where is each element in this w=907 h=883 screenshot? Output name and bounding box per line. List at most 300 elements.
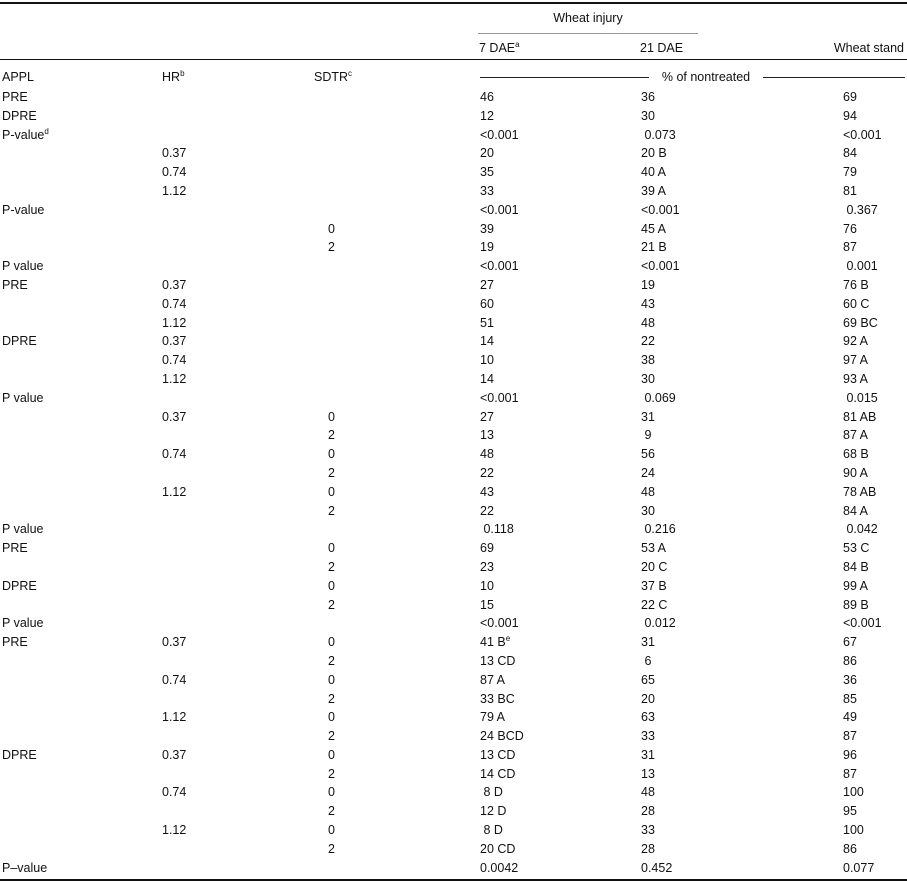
cell-21-dae	[641, 577, 667, 596]
cell-sdtr-text: 2	[328, 653, 335, 668]
cell-7-dae-text: 79 A	[480, 710, 506, 725]
cell-7-dae-text: 19	[480, 240, 494, 255]
table-row	[0, 558, 907, 577]
cell-sdtr-text: 0	[328, 785, 335, 800]
cell-hr	[162, 821, 186, 840]
cell-wheat-stand	[843, 633, 857, 652]
cell-7-dae-text: 27	[480, 277, 494, 292]
cell-hr-text: 1.12	[162, 315, 187, 330]
cell-wheat-stand	[843, 144, 857, 163]
cell-wheat-stand	[843, 201, 878, 220]
cell-hr	[162, 708, 186, 727]
cell-7-dae-text: 41 B	[480, 635, 506, 650]
cell-appl	[2, 107, 37, 126]
cell-hr	[162, 295, 186, 314]
cell-wheat-stand-text: 49	[843, 710, 857, 725]
cell-7-dae	[480, 502, 494, 521]
cell-sdtr	[328, 464, 335, 483]
cell-wheat-stand-text: 69	[843, 90, 857, 104]
units-row	[480, 69, 905, 85]
cell-hr	[162, 445, 186, 464]
cell-hr-text: 0.74	[162, 296, 187, 311]
cell-hr-text: 0.37	[162, 747, 187, 762]
cell-7-dae	[480, 389, 519, 408]
cell-wheat-stand	[843, 727, 857, 746]
table-row	[0, 351, 907, 370]
cell-sdtr-text: 0	[328, 541, 335, 556]
cell-21-dae-text: 31	[641, 747, 655, 762]
cell-wheat-stand	[843, 708, 857, 727]
table-row	[0, 370, 907, 389]
cell-7-dae-text: <0.001	[480, 202, 519, 217]
cell-appl	[2, 520, 43, 539]
cell-wheat-stand-text: 81	[843, 183, 857, 198]
cell-21-dae	[641, 426, 651, 445]
cell-wheat-stand-text: 96	[843, 747, 857, 762]
cell-7-dae-text: 14 CD	[480, 766, 516, 781]
cell-wheat-stand-text: 78 AB	[843, 484, 877, 499]
footnote-marker: e	[505, 633, 511, 643]
cell-wheat-stand-text: 99 A	[843, 578, 869, 593]
cell-wheat-stand	[843, 483, 876, 502]
cell-sdtr-text: 0	[328, 710, 335, 725]
cell-7-dae	[480, 596, 494, 615]
cell-hr-text: 0.37	[162, 146, 187, 161]
cell-hr	[162, 746, 186, 765]
cell-7-dae	[480, 201, 519, 220]
cell-7-dae-text: <0.001	[480, 259, 519, 274]
table-row	[0, 802, 907, 821]
cell-sdtr	[328, 539, 335, 558]
cell-wheat-stand	[843, 426, 868, 445]
header-7-dae-label: 7 DAE	[479, 41, 516, 55]
cell-wheat-stand	[843, 389, 878, 408]
cell-7-dae-text: 20 CD	[480, 841, 516, 856]
cell-sdtr	[328, 652, 335, 671]
table-row	[0, 690, 907, 709]
cell-appl	[2, 332, 37, 351]
cell-wheat-stand	[843, 464, 868, 483]
cell-wheat-stand	[843, 577, 868, 596]
cell-7-dae-text: 33 BC	[480, 691, 515, 706]
cell-21-dae-text: 30	[641, 503, 655, 518]
cell-hr-text: 1.12	[162, 183, 187, 198]
cell-21-dae-text: 0.452	[641, 860, 673, 875]
cell-7-dae-text: <0.001	[480, 390, 519, 405]
cell-sdtr	[328, 502, 335, 521]
cell-7-dae	[480, 464, 494, 483]
cell-sdtr-text: 2	[328, 691, 335, 706]
header-rule	[0, 59, 907, 60]
cell-21-dae	[641, 690, 655, 709]
header-wheat-injury: Wheat injury	[553, 11, 623, 25]
cell-sdtr-text: 0	[328, 635, 335, 650]
cell-7-dae	[480, 520, 514, 539]
cell-7-dae-text: 14	[480, 371, 494, 386]
cell-appl	[2, 201, 44, 220]
cell-7-dae	[480, 690, 515, 709]
cell-wheat-stand-text: 84 A	[843, 503, 869, 518]
cell-21-dae-text: 48	[641, 484, 655, 499]
cell-wheat-stand	[843, 182, 857, 201]
cell-7-dae	[480, 408, 494, 427]
cell-21-dae-text: 48	[641, 785, 655, 800]
header-7-dae	[479, 40, 520, 56]
cell-21-dae-text: <0.001	[641, 202, 680, 217]
cell-appl	[2, 257, 43, 276]
cell-sdtr-text: 2	[328, 766, 335, 781]
cell-appl	[2, 859, 47, 878]
cell-wheat-stand-text: 100	[843, 823, 864, 838]
cell-21-dae	[641, 351, 655, 370]
cell-7-dae	[480, 88, 494, 107]
cell-21-dae	[641, 520, 676, 539]
cell-21-dae-text: 53 A	[641, 541, 667, 556]
cell-21-dae	[641, 765, 655, 784]
cell-appl-text: P value	[2, 522, 44, 537]
cell-wheat-stand-text: 69 BC	[843, 315, 878, 330]
cell-7-dae-text: 14	[480, 334, 494, 349]
cell-appl-text: PRE	[2, 277, 28, 292]
cell-7-dae-text: 22	[480, 465, 494, 480]
units-label: % of nontreated	[661, 70, 751, 84]
cell-21-dae	[641, 821, 655, 840]
cell-7-dae	[480, 238, 494, 257]
cell-7-dae-text: 13 CD	[480, 653, 516, 668]
cell-sdtr	[328, 558, 335, 577]
cell-wheat-stand	[843, 445, 869, 464]
table-row	[0, 163, 907, 182]
cell-sdtr-text: 0	[328, 447, 335, 462]
table-row	[0, 445, 907, 464]
cell-21-dae-text: 39 A	[641, 183, 667, 198]
table-row	[0, 859, 907, 878]
cell-7-dae	[480, 257, 519, 276]
cell-wheat-stand-text: 95	[843, 804, 857, 819]
cell-21-dae	[641, 332, 655, 351]
cell-wheat-stand	[843, 238, 857, 257]
cell-7-dae	[480, 633, 510, 652]
cell-appl	[2, 276, 28, 295]
cell-wheat-stand-text: 0.001	[843, 259, 878, 274]
cell-wheat-stand	[843, 783, 864, 802]
cell-7-dae	[480, 577, 494, 596]
cell-wheat-stand-text: 85	[843, 691, 857, 706]
cell-21-dae-text: 20	[641, 691, 655, 706]
cell-wheat-stand-text: 89 B	[843, 597, 869, 612]
table-row	[0, 727, 907, 746]
cell-7-dae	[480, 614, 519, 633]
cell-appl	[2, 126, 49, 145]
cell-wheat-stand-text: 76	[843, 221, 857, 236]
table-row	[0, 577, 907, 596]
cell-21-dae	[641, 802, 655, 821]
cell-sdtr	[328, 765, 335, 784]
cell-sdtr	[328, 727, 335, 746]
cell-wheat-stand	[843, 539, 869, 558]
cell-7-dae-text: 51	[480, 315, 494, 330]
cell-7-dae-text: 69	[480, 541, 494, 556]
cell-wheat-stand-text: 93 A	[843, 371, 869, 386]
cell-sdtr	[328, 408, 335, 427]
cell-sdtr	[328, 821, 335, 840]
cell-21-dae	[641, 727, 655, 746]
cell-wheat-stand	[843, 88, 857, 107]
cell-7-dae-text: 23	[480, 559, 494, 574]
cell-7-dae-text: <0.001	[480, 127, 519, 142]
cell-wheat-stand-text: 60 C	[843, 296, 870, 311]
cell-7-dae-text: 48	[480, 447, 494, 462]
cell-21-dae	[641, 144, 667, 163]
table-row	[0, 238, 907, 257]
cell-21-dae	[641, 502, 655, 521]
cell-appl-text: PRE	[2, 90, 28, 104]
cell-hr	[162, 671, 186, 690]
cell-sdtr	[328, 220, 335, 239]
cell-21-dae	[641, 671, 655, 690]
cell-hr	[162, 276, 186, 295]
table-row	[0, 671, 907, 690]
table-row	[0, 201, 907, 220]
cell-sdtr-text: 2	[328, 804, 335, 819]
cell-appl	[2, 577, 37, 596]
cell-appl-text: DPRE	[2, 108, 37, 123]
cell-21-dae-text: 13	[641, 766, 655, 781]
cell-hr	[162, 163, 186, 182]
cell-21-dae-text: 40 A	[641, 165, 667, 180]
cell-wheat-stand-text: 76 B	[843, 277, 869, 292]
cell-appl-text: P value	[2, 259, 44, 274]
table-row	[0, 332, 907, 351]
cell-sdtr-text: 2	[328, 559, 335, 574]
cell-21-dae	[641, 88, 655, 107]
cell-21-dae-text: 65	[641, 672, 655, 687]
cell-7-dae	[480, 821, 503, 840]
cell-wheat-stand	[843, 276, 869, 295]
cell-21-dae-text: 0.216	[641, 522, 676, 537]
cell-7-dae	[480, 182, 494, 201]
cell-wheat-stand-text: 84 B	[843, 559, 869, 574]
cell-21-dae	[641, 201, 680, 220]
cell-21-dae	[641, 652, 651, 671]
cell-21-dae-text: 20 C	[641, 559, 668, 574]
cell-wheat-stand-text: 97 A	[843, 353, 869, 368]
cell-wheat-stand	[843, 163, 857, 182]
cell-hr	[162, 351, 186, 370]
cell-wheat-stand	[843, 765, 857, 784]
cell-wheat-stand-text: 0.367	[843, 202, 878, 217]
cell-7-dae-text: 13	[480, 428, 494, 443]
cell-21-dae-text: 33	[641, 729, 655, 744]
cell-21-dae	[641, 257, 680, 276]
cell-hr	[162, 182, 186, 201]
cell-wheat-stand-text: 100	[843, 785, 864, 800]
cell-hr-text: 0.74	[162, 165, 187, 180]
table-row	[0, 746, 907, 765]
table-row	[0, 276, 907, 295]
cell-hr-text: 0.74	[162, 447, 187, 462]
cell-7-dae	[480, 276, 494, 295]
cell-wheat-stand	[843, 370, 868, 389]
table-row	[0, 596, 907, 615]
table-row	[0, 502, 907, 521]
cell-sdtr-text: 0	[328, 484, 335, 499]
cell-wheat-stand	[843, 408, 876, 427]
cell-21-dae-text: 31	[641, 409, 655, 424]
cell-21-dae	[641, 107, 655, 126]
cell-appl-text: P-value	[2, 127, 45, 142]
cell-appl-text: P–value	[2, 860, 48, 875]
cell-appl-text: DPRE	[2, 747, 37, 762]
header-21-dae: 21 DAE	[640, 41, 684, 55]
cell-7-dae	[480, 802, 506, 821]
table-row	[0, 88, 907, 107]
cell-21-dae	[641, 295, 655, 314]
cell-hr	[162, 408, 186, 427]
cell-wheat-stand	[843, 558, 869, 577]
header-appl: APPL	[2, 70, 34, 84]
cell-21-dae-text: 20 B	[641, 146, 667, 161]
cell-7-dae-text: 10	[480, 578, 494, 593]
cell-7-dae	[480, 370, 494, 389]
cell-sdtr	[328, 802, 335, 821]
cell-7-dae	[480, 840, 515, 859]
cell-wheat-stand-text: 87	[843, 766, 857, 781]
cell-wheat-stand	[843, 107, 857, 126]
cell-hr-text: 1.12	[162, 710, 187, 725]
cell-7-dae	[480, 295, 494, 314]
cell-7-dae	[480, 483, 494, 502]
table-row	[0, 408, 907, 427]
cell-7-dae	[480, 783, 503, 802]
cell-7-dae-text: 35	[480, 165, 494, 180]
cell-21-dae-text: 6	[641, 653, 652, 668]
cell-sdtr	[328, 708, 335, 727]
table-row	[0, 464, 907, 483]
cell-21-dae-text: 56	[641, 447, 655, 462]
table-top-rule	[0, 2, 907, 4]
cell-wheat-stand-text: 84	[843, 146, 857, 161]
cell-21-dae-text: 36	[641, 90, 655, 104]
cell-appl-text: P-value	[2, 202, 45, 217]
cell-21-dae-text: 37 B	[641, 578, 667, 593]
table-row	[0, 126, 907, 145]
cell-hr-text: 0.74	[162, 353, 187, 368]
cell-7-dae-text: 43	[480, 484, 494, 499]
cell-7-dae	[480, 351, 494, 370]
cell-7-dae-text: 33	[480, 183, 494, 198]
cell-appl-text: DPRE	[2, 578, 37, 593]
cell-hr-text: 0.37	[162, 409, 187, 424]
table-row	[0, 652, 907, 671]
cell-hr-text: 1.12	[162, 484, 187, 499]
cell-7-dae	[480, 746, 515, 765]
cell-appl-text: PRE	[2, 541, 28, 556]
cell-sdtr-text: 2	[328, 465, 335, 480]
cell-wheat-stand	[843, 220, 857, 239]
cell-hr-text: 0.37	[162, 635, 187, 650]
table-row	[0, 426, 907, 445]
cell-sdtr	[328, 577, 335, 596]
cell-wheat-stand	[843, 859, 874, 878]
cell-appl-text: P value	[2, 390, 44, 405]
cell-sdtr-text: 2	[328, 503, 335, 518]
units-dash-right	[763, 77, 905, 78]
cell-hr	[162, 370, 186, 389]
cell-7-dae	[480, 426, 494, 445]
cell-wheat-stand	[843, 652, 857, 671]
cell-7-dae	[480, 765, 515, 784]
footnote-marker: d	[44, 126, 49, 136]
header-group-rule	[478, 33, 698, 34]
cell-21-dae-text: 30	[641, 108, 655, 123]
header-wheat-stand: Wheat stand	[833, 41, 904, 55]
cell-sdtr	[328, 840, 335, 859]
cell-7-dae-text: 13 CD	[480, 747, 516, 762]
footnote-marker-c: c	[348, 68, 353, 78]
cell-21-dae	[641, 182, 666, 201]
cell-7-dae-text: 87 A	[480, 672, 506, 687]
cell-21-dae	[641, 539, 666, 558]
cell-21-dae	[641, 220, 666, 239]
cell-hr	[162, 633, 186, 652]
cell-7-dae-text: <0.001	[480, 616, 519, 631]
cell-21-dae	[641, 314, 655, 333]
cell-wheat-stand	[843, 520, 878, 539]
table-row	[0, 821, 907, 840]
cell-7-dae-text: 0.0042	[480, 860, 519, 875]
cell-21-dae	[641, 483, 655, 502]
cell-appl	[2, 539, 28, 558]
cell-21-dae-text: 63	[641, 710, 655, 725]
cell-wheat-stand	[843, 332, 868, 351]
table-row	[0, 389, 907, 408]
cell-sdtr-text: 0	[328, 747, 335, 762]
table-row	[0, 144, 907, 163]
cell-sdtr-text: 0	[328, 409, 335, 424]
footnote-marker-b: b	[180, 68, 185, 78]
table-row	[0, 182, 907, 201]
cell-sdtr	[328, 445, 335, 464]
cell-sdtr	[328, 483, 335, 502]
cell-sdtr-text: 2	[328, 240, 335, 255]
table-row	[0, 765, 907, 784]
cell-appl	[2, 88, 28, 107]
table-row	[0, 107, 907, 126]
table-row	[0, 633, 907, 652]
table-row	[0, 708, 907, 727]
cell-wheat-stand	[843, 802, 857, 821]
cell-appl-text: DPRE	[2, 334, 37, 349]
cell-sdtr	[328, 596, 335, 615]
cell-21-dae	[641, 614, 676, 633]
cell-wheat-stand-text: 53 C	[843, 541, 870, 556]
cell-7-dae-text: 12	[480, 108, 494, 123]
cell-hr-text: 0.74	[162, 672, 187, 687]
cell-7-dae	[480, 314, 494, 333]
cell-hr	[162, 314, 186, 333]
table-row	[0, 783, 907, 802]
cell-appl-text: PRE	[2, 635, 28, 650]
cell-21-dae	[641, 783, 655, 802]
table-row	[0, 257, 907, 276]
cell-7-dae-text: 22	[480, 503, 494, 518]
cell-sdtr-text: 0	[328, 672, 335, 687]
cell-7-dae-text: 20	[480, 146, 494, 161]
cell-appl-text: P value	[2, 616, 44, 631]
cell-wheat-stand-text: 87 A	[843, 428, 869, 443]
table-body	[0, 88, 907, 877]
